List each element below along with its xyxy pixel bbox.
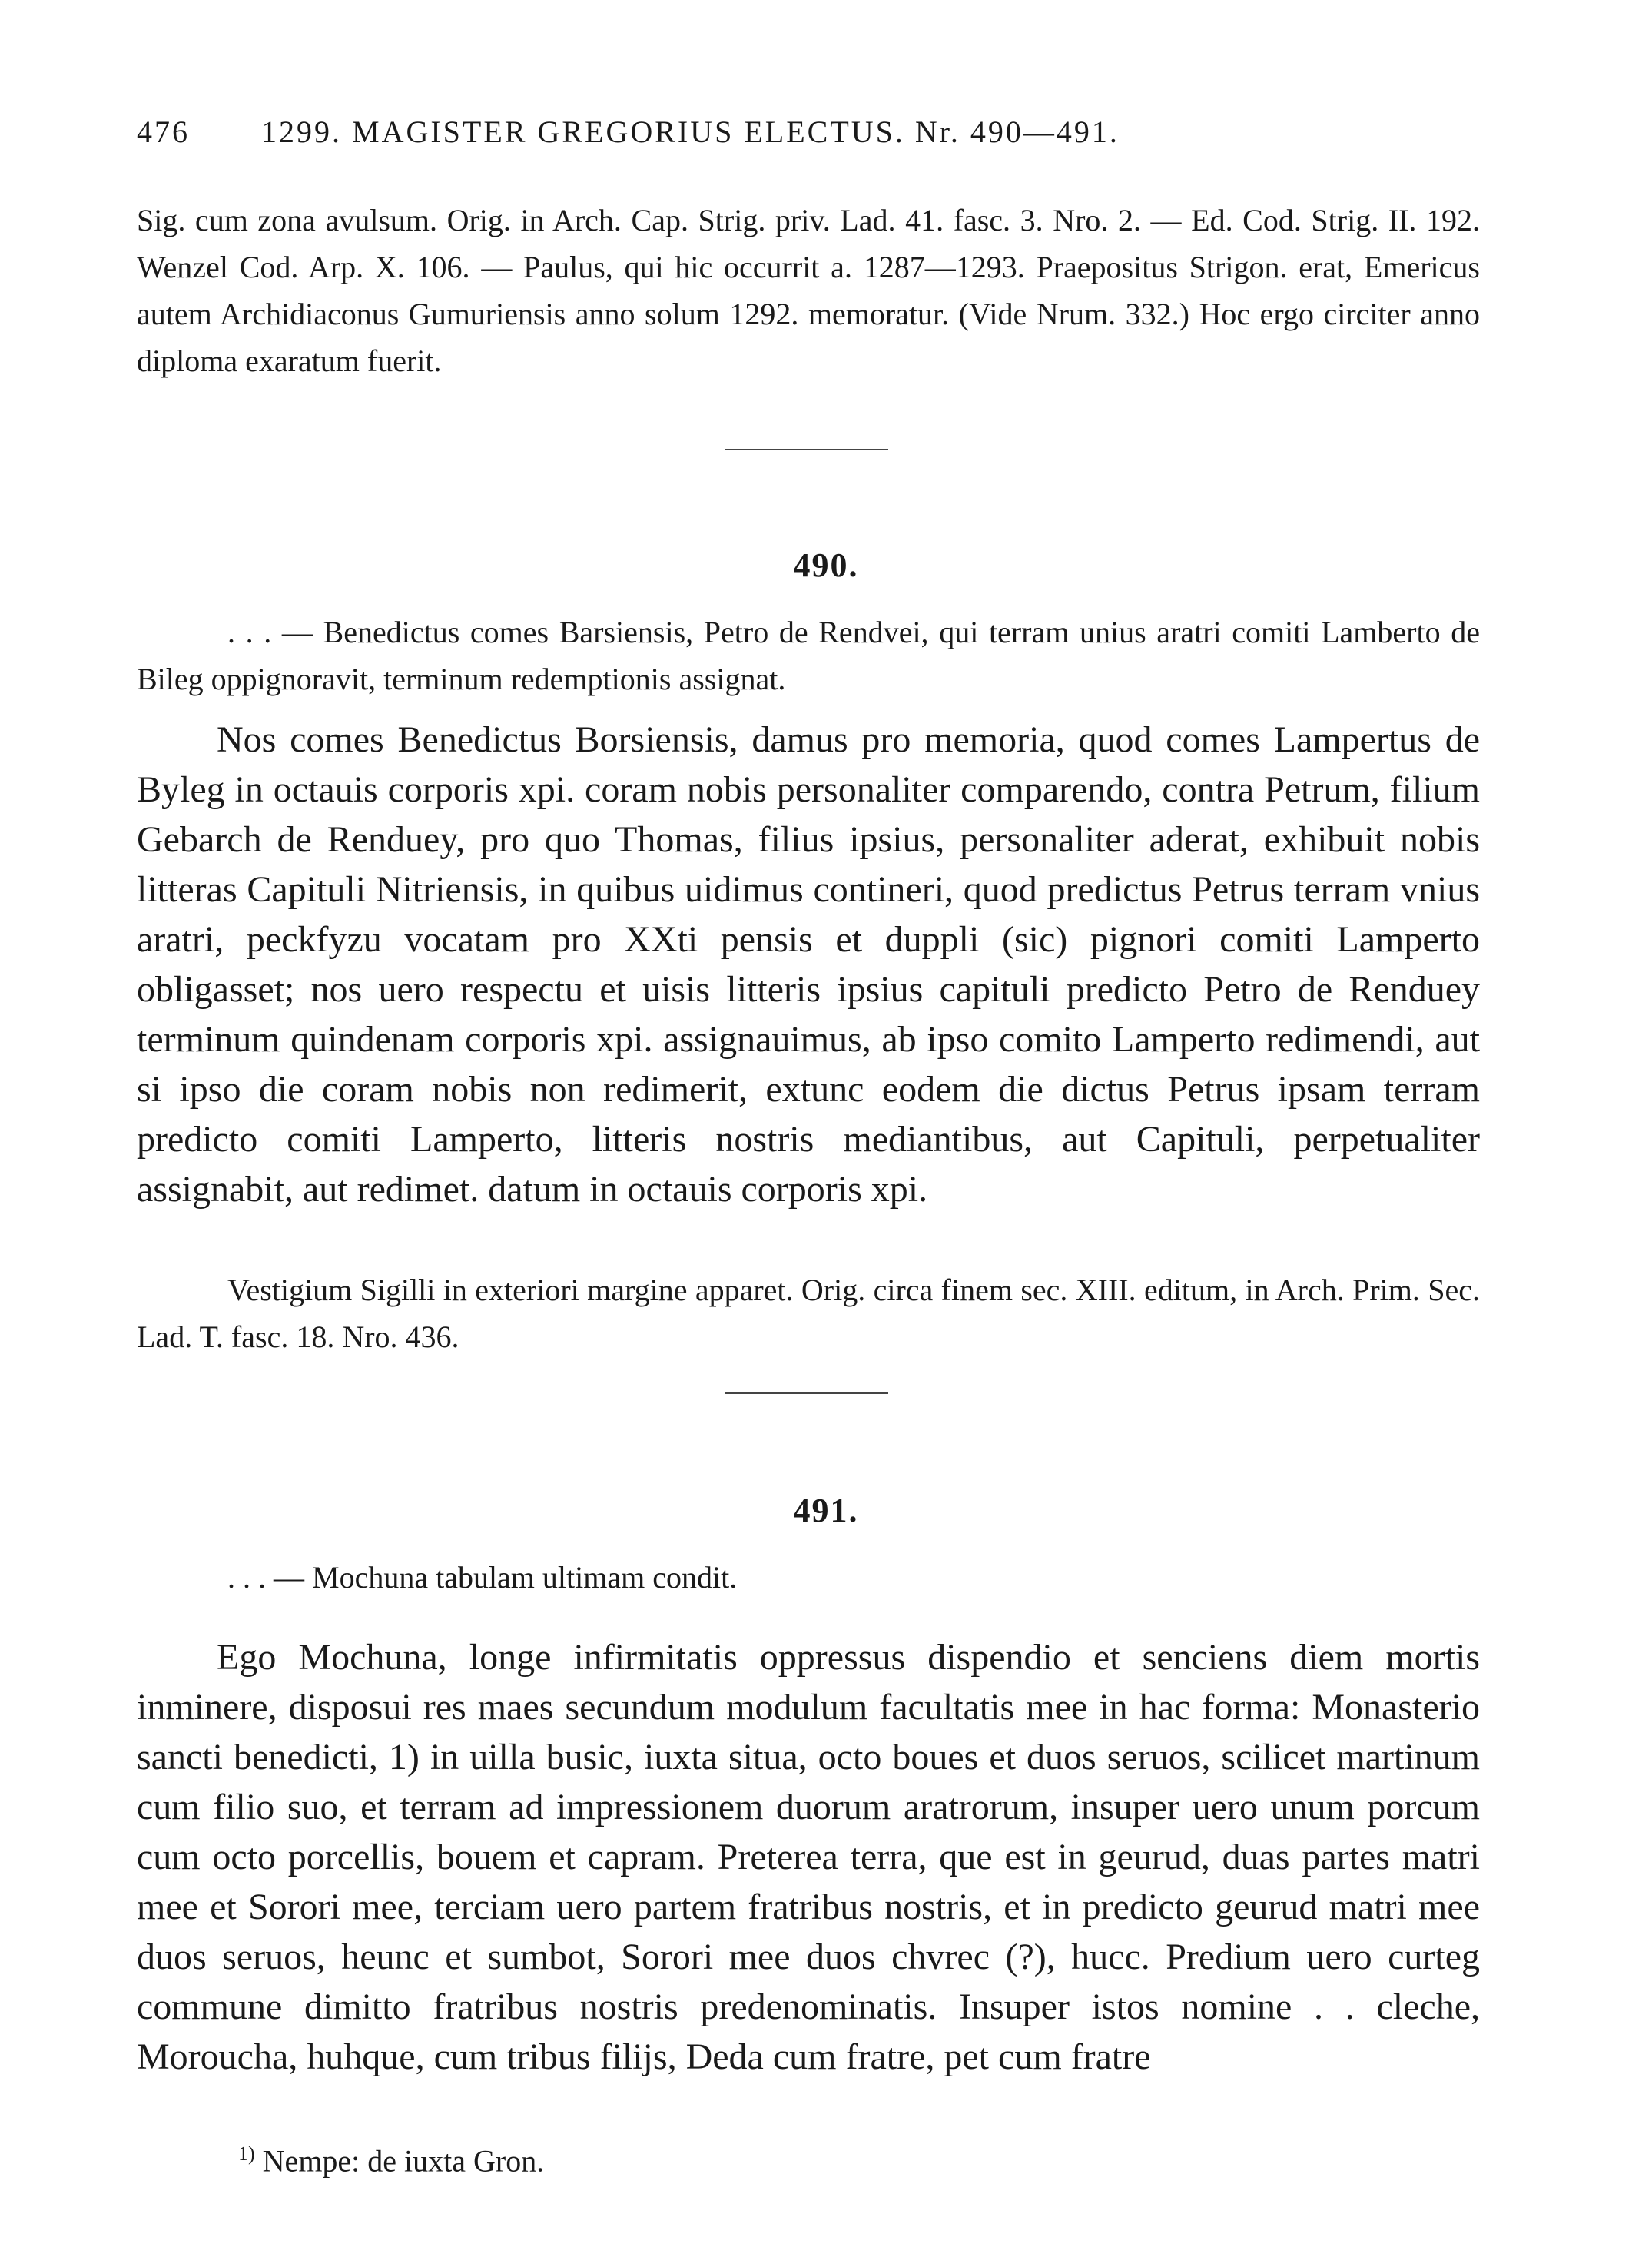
- regest-490: [137, 609, 1480, 702]
- section-divider: [725, 1392, 888, 1394]
- footnote: [238, 2143, 544, 2179]
- previous-document-note: Sig. cum zona avulsum. Orig. in Arch. Cap. Strig. priv. Lad. 41. fasc. 3. Nro. 2. — Ed. Cod. Strig. II. 192. Wenzel Cod. Arp. X. 106. — Paulus, qui hic occurrit a. 1287—1293. Praepositus Strigon. erat, Emericus autem Archidiaconus Gumuriensis anno solum 1292. memoratur. (Vide Nrum. 332.) Hoc ergo circiter anno diploma exaratum fuerit.: [137, 203, 1480, 378]
- regest-491-text: . . . — Mochuna tabulam ultimam condit.: [227, 1560, 738, 1595]
- regest-490-text: . . . — Benedictus comes Barsiensis, Petro de Rendvei, qui terram unius aratri comiti Lamberto de Bileg oppignoravit, terminum redemptionis assignat.: [137, 615, 1480, 696]
- page-number: 476: [137, 115, 190, 149]
- footnote-text: Nempe: de iuxta Gron.: [262, 2143, 545, 2179]
- source-note-490-text: Vestigium Sigilli in exteriori margine apparet. Orig. circa finem sec. XIII. editum, in Arch. Prim. Sec. Lad. T. fasc. 18. Nro. 436.: [137, 1273, 1480, 1354]
- regest-491: [137, 1554, 1480, 1601]
- charter-text-491: [137, 1632, 1480, 2082]
- footnote-mark: 1): [238, 2143, 255, 2165]
- charter-text-490-body: Nos comes Benedictus Borsiensis, damus pro memoria, quod comes Lampertus de Byleg in octauis corporis xpi. coram nobis personaliter comparendo, contra Petrum, filium Gebarch de Renduey, pro quo Thomas, filius ipsius, personaliter aderat, exhibuit nobis litteras Capituli Nitriensis, in quibus uidimus contineri, quod predictus Petrus terram vnius aratri, peckfyzu vocatam pro XXti pensis et duppli (sic) pignori comiti Lamperto obligasset; nos uero respectu et uisis litteris ipsius capituli predicto Petro de Renduey terminum quindenam corporis xpi. assignauimus, ab ipso comito Lamperto redimendi, aut si ipso die coram nobis non redimerit, extunc eodem die dictus Petrus ipsam terram predicto comiti Lamperto, litteris nostris mediantibus, aut Capituli, perpetualiter assignabit, aut redimet. datum in octauis corporis xpi.: [137, 719, 1480, 1210]
- running-header: [137, 114, 1520, 150]
- section-divider: [725, 449, 888, 450]
- charter-text-491-body: Ego Mochuna, longe infirmitatis oppressus dispendio et senciens diem mortis inminere, disposui res maes secundum modulum facultatis mee in hac forma: Monasterio sancti benedicti, 1) in uilla busic, iuxta situa, octo boues et duos seruos, scilicet martinum cum filio suo, et terram ad impressionem duorum aratrorum, insuper uero unum porcum cum octo porcellis, bouem et capram. Preterea terra, que est in geurud, duas partes matri mee et Sorori mee, terciam uero partem fratribus nostris, et in predicto geurud matri mee duos seruos, heunc et sumbot, Sorori mee duos chvrec (?), hucc. Predium uero curteg commune dimitto fratribus nostris predenominatis. Insuper istos nomine . . cleche, Moroucha, huhque, cum tribus filijs, Deda cum fratre, pet cum fratre: [137, 1637, 1480, 2077]
- running-title: 1299. MAGISTER GREGORIUS ELECTUS. Nr. 490—491.: [261, 115, 1120, 149]
- document-number-490: 490.: [793, 546, 859, 584]
- document-number-491: 491.: [793, 1492, 859, 1529]
- source-note-490: [137, 1266, 1480, 1360]
- charter-text-490: [137, 715, 1480, 1214]
